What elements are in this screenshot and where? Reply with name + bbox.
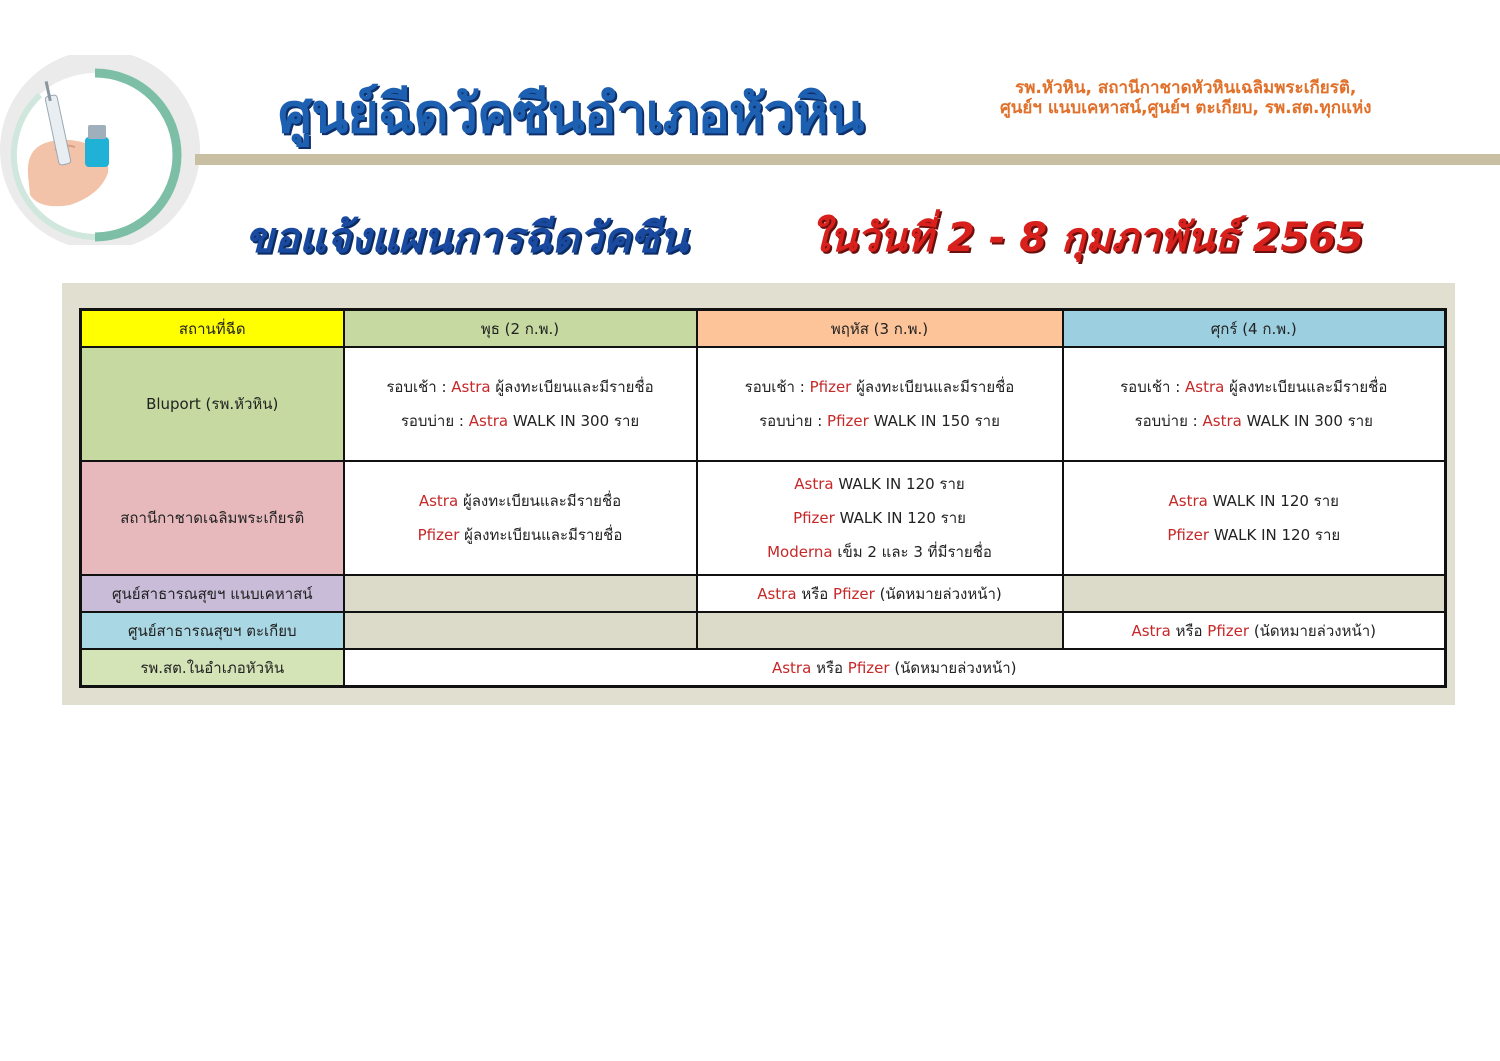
table-row-bluport: [81, 347, 1446, 461]
morning-round: [1068, 370, 1441, 404]
vaccine-name: Astra: [1202, 412, 1242, 430]
place-bluport: Bluport (รพ.หัวหิน): [81, 347, 344, 461]
round-detail: WALK IN 150 ราย: [868, 412, 1000, 430]
rpst-all-days-cell: [344, 649, 1446, 687]
vaccine-name: Astra: [1131, 621, 1171, 640]
vaccine-name: Astra: [757, 584, 797, 603]
round-detail: WALK IN 300 ราย: [1241, 412, 1373, 430]
table-row-redcross: [81, 461, 1446, 575]
morning-round: [702, 370, 1058, 404]
table-row-rpst: [81, 649, 1446, 687]
schedule-detail: WALK IN 120 ราย: [833, 475, 965, 493]
round-label: รอบบ่าย :: [400, 412, 469, 430]
round-detail: ผู้ลงทะเบียนและมีรายชื่อ: [851, 378, 1015, 396]
vaccine-name: Moderna: [767, 543, 833, 561]
vaccine-name: Astra: [794, 475, 834, 493]
vaccine-name: Pfizer: [417, 526, 460, 544]
vaccine-name: Astra: [468, 412, 509, 430]
vaccine-name: Astra: [418, 492, 459, 510]
table-row-takiap: [81, 612, 1446, 649]
place-rpst: รพ.สต.ในอำเภอหัวหิน: [81, 649, 344, 687]
morning-round: [349, 370, 692, 404]
syringe-vial-icon: [0, 55, 205, 245]
header-place: สถานที่ฉีด: [81, 310, 344, 348]
round-label: รอบเช้า :: [386, 378, 452, 396]
vaccine-name: Pfizer: [793, 509, 835, 527]
naeb-wednesday-empty: [344, 575, 697, 612]
or-text: หรือ: [796, 584, 834, 603]
schedule-detail: ผู้ลงทะเบียนและมีรายชื่อ: [458, 492, 622, 510]
vaccine-name: Pfizer: [833, 584, 875, 603]
round-label: รอบเช้า :: [744, 378, 810, 396]
schedule-detail: ผู้ลงทะเบียนและมีรายชื่อ: [459, 526, 623, 544]
schedule-line: [1068, 518, 1441, 552]
vaccine-name: Astra: [1185, 378, 1225, 396]
vaccine-name: Astra: [1168, 492, 1208, 510]
takiap-thursday-empty: [697, 612, 1063, 649]
notice-heading: ขอแจ้งแผนการฉีดวัคซีน: [245, 213, 688, 262]
subtitle-line-2: ศูนย์ฯ แนบเคหาสน์,ศูนย์ฯ ตะเกียบ, รพ.สต.ทุกแห่ง: [1000, 98, 1372, 118]
afternoon-round: [702, 404, 1058, 438]
vaccine-name: Pfizer: [847, 658, 890, 677]
header-divider: [195, 154, 1500, 165]
schedule-detail: WALK IN 120 ราย: [834, 509, 966, 527]
takiap-friday-cell: [1063, 612, 1446, 649]
round-detail: ผู้ลงทะเบียนและมีรายชื่อ: [490, 378, 654, 396]
bluport-wednesday-cell: [344, 347, 697, 461]
header-friday: ศุกร์ (4 ก.พ.): [1063, 310, 1446, 348]
vaccine-name: Pfizer: [809, 378, 852, 396]
vaccination-schedule-table: [79, 308, 1447, 688]
naeb-thursday-cell: [697, 575, 1063, 612]
subtitle: [1000, 78, 1371, 118]
round-detail: WALK IN 300 ราย: [508, 412, 640, 430]
schedule-line: [1068, 484, 1441, 518]
bluport-thursday-cell: [697, 347, 1063, 461]
redcross-wednesday-cell: [344, 461, 697, 575]
redcross-thursday-cell: [697, 461, 1063, 575]
schedule-detail: WALK IN 120 ราย: [1207, 492, 1339, 510]
place-redcross: สถานีกาชาดเฉลิมพระเกียรติ: [81, 461, 344, 575]
vaccine-name: Pfizer: [1167, 526, 1210, 544]
vaccine-name: Pfizer: [1207, 621, 1250, 640]
schedule-detail: WALK IN 120 ราย: [1209, 526, 1341, 544]
redcross-friday-cell: [1063, 461, 1446, 575]
afternoon-round: [1068, 404, 1441, 438]
round-label: รอบบ่าย :: [1134, 412, 1203, 430]
appointment-note: (นัดหมายล่วงหน้า): [889, 658, 1017, 677]
header-thursday: พฤหัส (3 ก.พ.): [697, 310, 1063, 348]
table-row-naeb: [81, 575, 1446, 612]
vaccine-name: Pfizer: [827, 412, 869, 430]
place-naeb: ศูนย์สาธารณสุขฯ แนบเคหาสน์: [81, 575, 344, 612]
place-takiap: ศูนย์สาธารณสุขฯ ตะเกียบ: [81, 612, 344, 649]
appointment-note: (นัดหมายล่วงหน้า): [1249, 621, 1377, 640]
vaccine-logo: [0, 55, 205, 245]
round-detail: ผู้ลงทะเบียนและมีรายชื่อ: [1224, 378, 1388, 396]
schedule-line: [702, 501, 1058, 535]
takiap-wednesday-empty: [344, 612, 697, 649]
naeb-friday-empty: [1063, 575, 1446, 612]
schedule-detail: เข็ม 2 และ 3 ที่มีรายชื่อ: [832, 543, 992, 561]
bluport-friday-cell: [1063, 347, 1446, 461]
schedule-line: [349, 518, 692, 552]
vaccine-name: Astra: [451, 378, 491, 396]
or-text: หรือ: [1170, 621, 1208, 640]
vaccine-name: Astra: [771, 658, 812, 677]
schedule-line: [702, 535, 1058, 569]
header-wednesday: พุธ (2 ก.พ.): [344, 310, 697, 348]
schedule-line: [349, 484, 692, 518]
round-label: รอบเช้า :: [1120, 378, 1186, 396]
subtitle-line-1: รพ.หัวหิน, สถานีกาชาดหัวหินเฉลิมพระเกียรติ,: [1015, 78, 1357, 98]
schedule-line: [702, 467, 1058, 501]
table-header-row: [81, 310, 1446, 348]
appointment-note: (นัดหมายล่วงหน้า): [874, 584, 1002, 603]
or-text: หรือ: [811, 658, 848, 677]
date-range-heading: ในวันที่ 2 - 8 กุมภาพันธ์ 2565: [810, 215, 1364, 261]
afternoon-round: [349, 404, 692, 438]
page-title: ศูนย์ฉีดวัคซีนอำเภอหัวหิน: [278, 82, 864, 145]
round-label: รอบบ่าย :: [759, 412, 828, 430]
